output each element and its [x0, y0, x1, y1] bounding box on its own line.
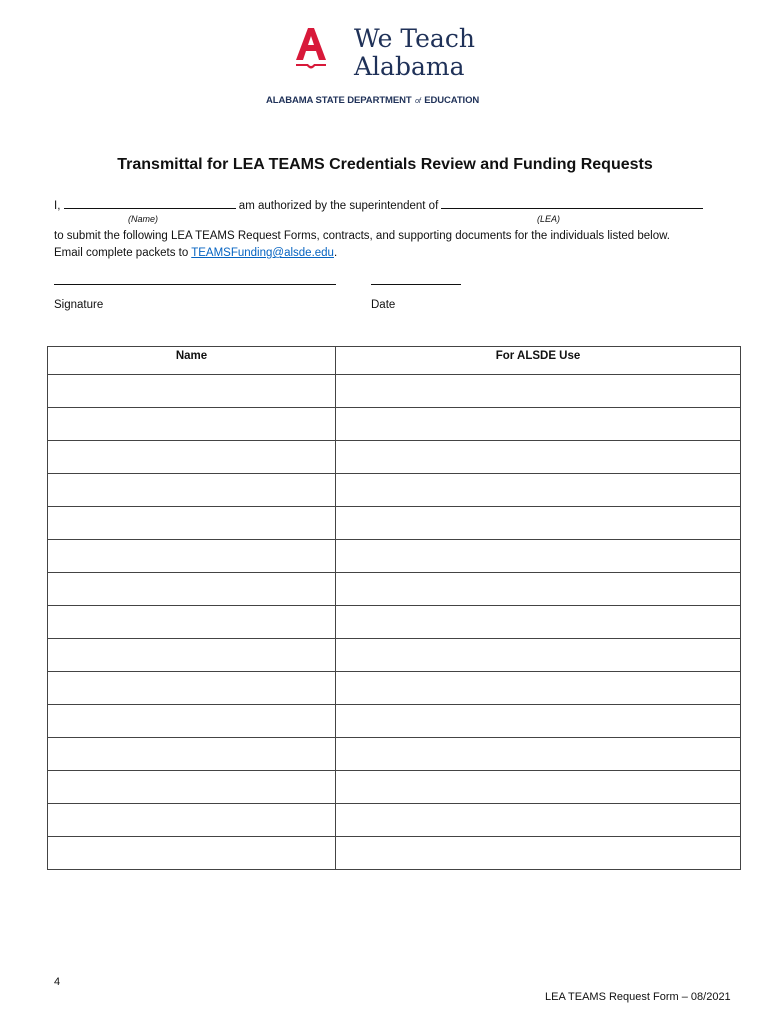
alsde-use-cell[interactable] [336, 672, 741, 705]
alsde-use-cell[interactable] [336, 639, 741, 672]
document-title: Transmittal for LEA TEAMS Credentials Review and Funding Requests [117, 156, 653, 173]
email-line: Email complete packets to TEAMSFunding@alsde.edu. [54, 247, 338, 259]
submission-text: to submit the following LEA TEAMS Request Forms, contracts, and supporting documents for the individuals listed below. [54, 230, 670, 242]
table-row [48, 705, 741, 738]
column-header-alsde-use: For ALSDE Use [336, 347, 741, 375]
column-header-name: Name [48, 347, 336, 375]
table-row [48, 837, 741, 870]
name-cell[interactable] [48, 738, 336, 771]
name-cell[interactable] [48, 540, 336, 573]
name-cell[interactable] [48, 408, 336, 441]
name-cell[interactable] [48, 573, 336, 606]
table-row [48, 573, 741, 606]
name-cell[interactable] [48, 375, 336, 408]
name-cell[interactable] [48, 474, 336, 507]
alsde-use-cell[interactable] [336, 375, 741, 408]
alsde-use-cell[interactable] [336, 606, 741, 639]
individuals-table [47, 346, 741, 870]
name-cell[interactable] [48, 441, 336, 474]
logo-text-line1: We Teach [354, 24, 475, 53]
logo-text-line2: Alabama [354, 52, 465, 81]
alabama-a-icon [294, 26, 328, 72]
alsde-use-cell[interactable] [336, 804, 741, 837]
name-cell[interactable] [48, 705, 336, 738]
lea-caption: (LEA) [537, 214, 561, 224]
table-row [48, 375, 741, 408]
table-row [48, 672, 741, 705]
authorization-line: I, am authorized by the superintendent of [54, 198, 703, 212]
alsde-use-cell[interactable] [336, 474, 741, 507]
alsde-use-cell[interactable] [336, 540, 741, 573]
alsde-use-cell[interactable] [336, 705, 741, 738]
table-row [48, 441, 741, 474]
name-cell[interactable] [48, 639, 336, 672]
name-caption: (Name) [128, 214, 159, 224]
table-row [48, 507, 741, 540]
alsde-use-cell[interactable] [336, 738, 741, 771]
table-row [48, 474, 741, 507]
table-row [48, 606, 741, 639]
alsde-use-cell[interactable] [336, 408, 741, 441]
alsde-use-cell[interactable] [336, 573, 741, 606]
we-teach-alabama-logo [294, 26, 484, 86]
alsde-use-cell[interactable] [336, 771, 741, 804]
lea-blank[interactable] [441, 198, 703, 209]
date-label: Date [371, 299, 396, 311]
page-number: 4 [54, 976, 61, 988]
name-cell[interactable] [48, 837, 336, 870]
table-row [48, 738, 741, 771]
name-cell[interactable] [48, 672, 336, 705]
name-blank[interactable] [64, 198, 236, 209]
date-blank[interactable] [371, 284, 461, 285]
signature-label: Signature [54, 299, 104, 311]
alsde-use-cell[interactable] [336, 507, 741, 540]
name-cell[interactable] [48, 804, 336, 837]
signature-blank[interactable] [54, 284, 336, 285]
table-body [48, 375, 741, 870]
name-cell[interactable] [48, 507, 336, 540]
form-footer: LEA TEAMS Request Form – 08/2021 [545, 991, 731, 1003]
table-header-row [48, 347, 741, 375]
alsde-use-cell[interactable] [336, 441, 741, 474]
email-link[interactable]: TEAMSFunding@alsde.edu [191, 247, 334, 259]
table-row [48, 639, 741, 672]
name-cell[interactable] [48, 606, 336, 639]
alsde-use-cell[interactable] [336, 837, 741, 870]
table-row [48, 771, 741, 804]
table-row [48, 408, 741, 441]
name-cell[interactable] [48, 771, 336, 804]
table-row [48, 540, 741, 573]
department-name: ALABAMA STATE DEPARTMENT of EDUCATION [266, 95, 480, 106]
table-row [48, 804, 741, 837]
